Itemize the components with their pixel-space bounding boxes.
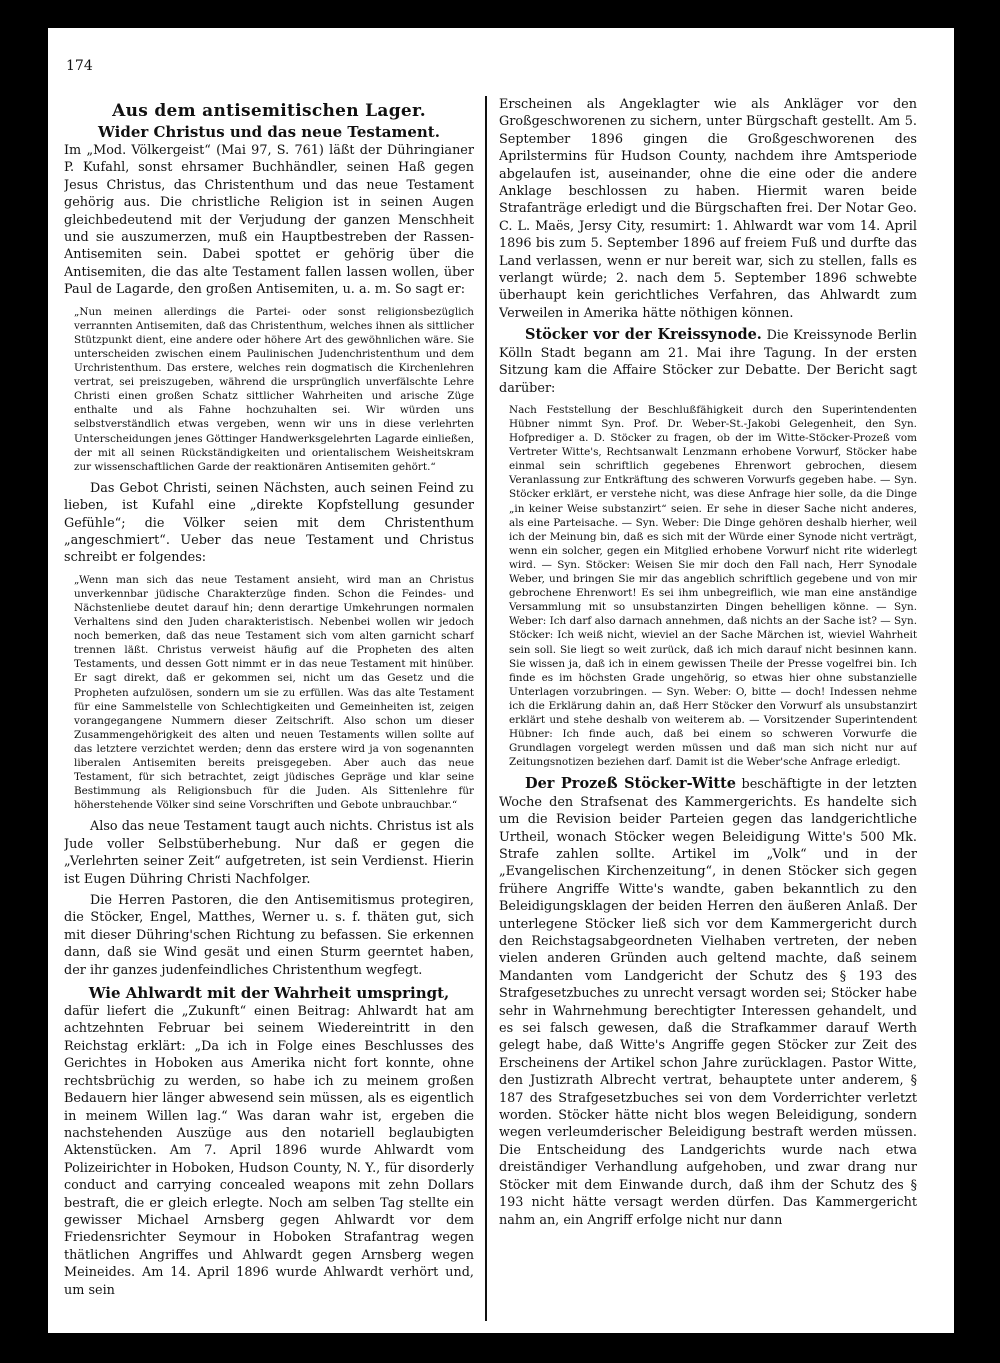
article-paragraph-prozess — [499, 775, 917, 1229]
article-text: Die Kreissynode Berlin Kölln Stadt begann am 21. Mai ihre Tagung. In der ersten Sitzung kam die Affaire Stöcker zur Debatte. Der Bericht sagt darüber: — [499, 328, 917, 396]
section-title: Aus dem antisemitischen Lager. — [112, 101, 426, 121]
article-heading-ahlwardt: Wie Ahlwardt mit der Wahrheit umspringt, — [88, 984, 450, 1003]
article-paragraph: Die Herren Pastoren, die den Antisemitismus protegiren, die Stöcker, Engel, Matthes, Werner u. s. f. thäten gut, sich mit dieser Dühring'schen Richtung zu befassen. Sie erkennen dann, daß sie Wind gesät und einen Sturm geerntet haben, der ihr ganzes judenfeindliches Christenthum wegfegt. — [64, 893, 474, 978]
right-column — [499, 96, 917, 1321]
article-text: beschäftigte in der letzten Woche den Strafsenat des Kammergerichts. Es handelte sich um die Revision beider Parteien gegen das landgerichtliche Urtheil, wonach Stöcker wegen Beleidigung Witte's 500 Mk. Strafe zahlen sollte. Artikel im „Volk“ und in der „Evangelischen Kirchenzeitung“, in denen Stöcker sich gegen frühere Angriffe Witte's wandte, gaben bekanntlich zu den Beleidigungsklagen der beiden Herren den äußeren Anlaß. Der unterlegene Stöcker ließ sich vor dem Kammergericht durch den Reichstagsabgeordneten Vielhaben vertreten, der neben vielen anderen Gründen auch geltend machte, daß seinem Mandanten vom Landgericht der Schutz des § 193 des Strafgesetzbuches zu unrecht versagt worden sei; Stöcker habe sehr in Wahrnehmung berechtigter Interessen gehandelt, und es sei falsch gewesen, daß die Strafkammer darauf Werth gelegt habe, daß Witte's Angriffe gegen Stöcker zur Zeit des Erscheinens der Artikel schon Jahre zurücklagen. Pastor Witte, den Justizrath Albrecht vertrat, behauptete unter anderem, § 187 des Strafgesetzbuches sei von dem Vorderrichter verletzt worden. Stöcker hätte nicht blos wegen Beleidigung, sondern wegen verleumderischer Beleidigung bestraft werden müssen. Die Entscheidung des Landgerichts wurde nach etwa dreiständiger Verhandlung aufgehoben, und zwar drang nur Stöcker mit dem Einwande durch, daß ihm der Schutz des § 193 nicht hätte versagt werden dürfen. Das Kammergericht nahm an, ein Angriff erfolge nicht nur dann — [499, 777, 917, 1228]
article-paragraph: Das Gebot Christi, seinen Nächsten, auch seinen Feind zu lieben, ist Kufahl eine „direkte Kopfstellung gesunder Gefühle“; die Völker seien mit dem Christenthum „angeschmiert“. Ueber das neue Testament und Christus schreibt er folgendes: — [64, 480, 474, 566]
article-paragraph: dafür liefert die „Zukunft“ einen Beitrag: Ahlwardt hat am achtzehnten Februar bei seinem Wiedereintritt in den Reichstag erklärt: „Da ich in Folge eines Beschlusses des Gerichtes in Hoboken aus Amerika nicht fort konnte, ohne rechtsbrüchig zu werden, so habe ich zu meinem großen Bedauern hier länger abwesend sein müssen, als es eigentlich in meinem Willen lag.“ Was daran wahr ist, ergeben die nachstehenden Auszüge aus den notariell beglaubigten Aktenstücken. Am 7. April 1896 wurde Ahlwardt vom Polizeirichter in Hoboken, Hudson County, N. Y., für disorderly conduct and carrying concealed weapons mit zehn Dollars bestraft, die er gleich erlegte. Noch am selben Tag stellte ein gewisser Michael Arnsberg gegen Ahlwardt vor dem Friedensrichter Seymour in Hoboken Strafantrag wegen thätlichen Angriffes und Ahlwardt gegen Arnsberg wegen Meineides. Am 14. April 1896 wurde Ahlwardt verhört und, um sein — [64, 1004, 474, 1298]
quote-block: „Wenn man sich das neue Testament ansieht, wird man an Christus unverkennbar jüdische Charakterzüge finden. Schon die Feindes- und Nächstenliebe deutet darauf hin; denn derartige Umkehrungen normalen Verhaltens sind den Juden charakteristisch. Nebenbei wollen wir jedoch noch bemerken, daß das neue Testament sich vom alten garnicht scharf trennen läßt. Christus verweist häufig auf die Propheten des alten Testaments, und dessen Gott nimmt er in das neue Testament mit hinüber. Er sagt direkt, daß er gekommen sei, nicht um das Gesetz und die Propheten aufzulösen, sondern um sie zu erfüllen. Was das alte Testament für eine Sammelstelle von Schlechtigkeiten und Gemeinheiten ist, zeigen vorangegangene Nummern dieser Zeitschrift. Also schon um dieser Zusammengehörigkeit des alten und neuen Testaments willen sollte auf das letztere verzichtet werden; denn das erstere wird ja von sogenannten liberalen Antisemiten bereits preisgegeben. Aber auch das neue Testament, für sich betrachtet, zeigt jüdisches Gepräge und klar seine Bestimmung als Religionsbuch für die Juden. Als Sittenlehre für höherstehende Völker sind seine Vorschriften und Gebote unbrauchbar.“ — [74, 573, 474, 812]
page-number: 174 — [66, 58, 93, 74]
left-column — [64, 96, 474, 1321]
quote-block: Nach Feststellung der Beschlußfähigkeit durch den Superintendenten Hübner nimmt Syn. Prof. Dr. Weber-St.-Jakobi Gelegenheit, den Syn. Hofprediger a. D. Stöcker zu fragen, ob der im Witte-Stöcker-Prozeß vom Vertreter Witte's, Rechtsanwalt Lenzmann erhobene Vorwurf, Stöcker habe einmal sein schriftlich gegebenes Ehrenwort gebrochen, diesem Veranlassung zur Entkräftung des schweren Vorwurfs gegeben habe. — Syn. Stöcker erklärt, er verstehe nicht, was diese Anfrage hier solle, da die Dinge „in keiner Weise substanzirt“ seien. Er sehe in dieser Sache nicht anderes, als eine Parteisache. — Syn. Weber: Die Dinge gehören deshalb hierher, weil ich der Meinung bin, daß es sich mit der Würde einer Synode nicht verträgt, wenn ein solcher, gegen ein Mitglied erhobene Vorwurf nicht rite widerlegt wird. — Syn. Stöcker: Weisen Sie mir doch den Fall nach, Herr Synodale Weber, und bringen Sie mir das angeblich schriftlich gegebene und von mir gebrochene Ehrenwort! Es sei ihm unbegreiflich, wie man eine anständige Versammlung mit so unsubstanzirten Dingen behelligen könne. — Syn. Weber: Ich darf also darnach annehmen, daß nichts an der Sache ist? — Syn. Stöcker: Ich weiß nicht, wieviel an der Sache Märchen ist, wieviel Wahrheit sein soll. Sie liegt so weit zurück, daß ich mich darauf nicht besinnen kann. Sie wissen ja, daß ich in einem gewissen Theile der Presse vogelfrei bin. Ich finde es im höchsten Grade ungehörig, so etwas hier ohne substanzielle Unterlagen vorzubringen. — Syn. Weber: O, bitte — doch! Indessen nehme ich die Erklärung dahin an, daß Herr Stöcker den Vorwurf als unsubstanzirt erklärt und stehe deshalb von weiterem ab. — Vorsitzender Superintendent Hübner: Ich finde auch, daß bei einem so schweren Vorwurfe die Grundlagen vorgelegt werden müssen und daß man sich nicht nur auf Zeitungsnotizen beziehen darf. Damit ist die Weber'sche Anfrage erledigt. — [509, 403, 917, 769]
column-divider — [485, 96, 487, 1321]
article-paragraph-kreissynode — [499, 326, 917, 397]
newspaper-page — [48, 28, 954, 1333]
article-heading-prozess: Der Prozeß Stöcker-Witte — [525, 775, 737, 793]
quote-block: „Nun meinen allerdings die Partei- oder sonst religionsbezüglich verrannten Antisemiten, daß das Christenthum, welches ihnen als sittlicher Stützpunkt dient, eine andere oder höhere Art des gewöhnlichen wäre. Sie unterscheiden zwischen einem Paulinischen Judenchristenthum und dem Urchristenthum. Das erstere, welches rein dogmatisch die Kirchenlehren vertrat, sei preiszugeben, während die ursprünglich unverfälschte Lehre Christi einen großen Schatz sittlicher Wahrheiten und arische Züge enthalte und als Fahne hochzuhalten sei. Wir würden uns selbstverständlich etwas vergeben, wenn wir uns in diese verlehrten Unterscheidungen jenes Göttinger Handwerksgelehrten Lagarde einließen, der mit all seinen Rückständigkeiten und orientalischem Weisheitskram zur wissenschaftlichen Garde der reaktionären Antisemiten gehört.“ — [74, 305, 474, 473]
article-intro: Im „Mod. Völkergeist“ (Mai 97, S. 761) läßt der Dühringianer P. Kufahl, sonst ehrsamer Buchhändler, seinen Haß gegen Jesus Christus, das Christenthum und das neue Testament gehörig aus. Die christliche Religion ist in seinen Augen gleichbedeutend mit der Verjudung der ganzen Menschheit und sie auszumerzen, muß ein Hauptbestreben der Rassen-Antisemiten sein. Dabei spottet er gehörig über die Antisemiten, die das alte Testament fallen lassen wollen, über Paul de Lagarde, den großen Antisemiten, u. a. m. So sagt er: — [64, 143, 474, 298]
article-paragraph: Also das neue Testament taugt auch nichts. Christus ist als Jude voller Selbstüberhebung. Nur daß er gegen die „Verlehrten seiner Zeit“ aufgetreten, ist sein Verdienst. Hierin ist Eugen Dühring Christi Nachfolger. — [64, 819, 474, 887]
article-heading-christus: Wider Christus und das neue Testament. — [98, 123, 440, 141]
article-paragraph: Erscheinen als Angeklagter wie als Ankläger vor den Großgeschworenen zu sichern, unter Bürgschaft gestellt. Am 5. September 1896 gingen die Großgeschworenen des Aprilstermins für Hudson County, nachdem ihre Amtsperiode abgelaufen ist, auseinander, ohne die eine oder die andere Anklage beschlossen zu haben. Hiermit waren beide Strafanträge erledigt und die Bürgschaften frei. Der Notar Geo. C. L. Maës, Jersy City, resumirt: 1. Ahlwardt war vom 14. April 1896 bis zum 5. September 1896 auf freiem Fuß und durfte das Land verlassen, wenn er nur bereit war, sich zu stellen, falls es verlangt würde; 2. nach dem 5. September 1896 schwebte überhaupt kein gerichtliches Verfahren, das Ahlwardt zum Verweilen in Amerika hätte nöthigen können. — [499, 97, 917, 321]
article-heading-kreissynode: Stöcker vor der Kreissynode. — [525, 326, 762, 344]
